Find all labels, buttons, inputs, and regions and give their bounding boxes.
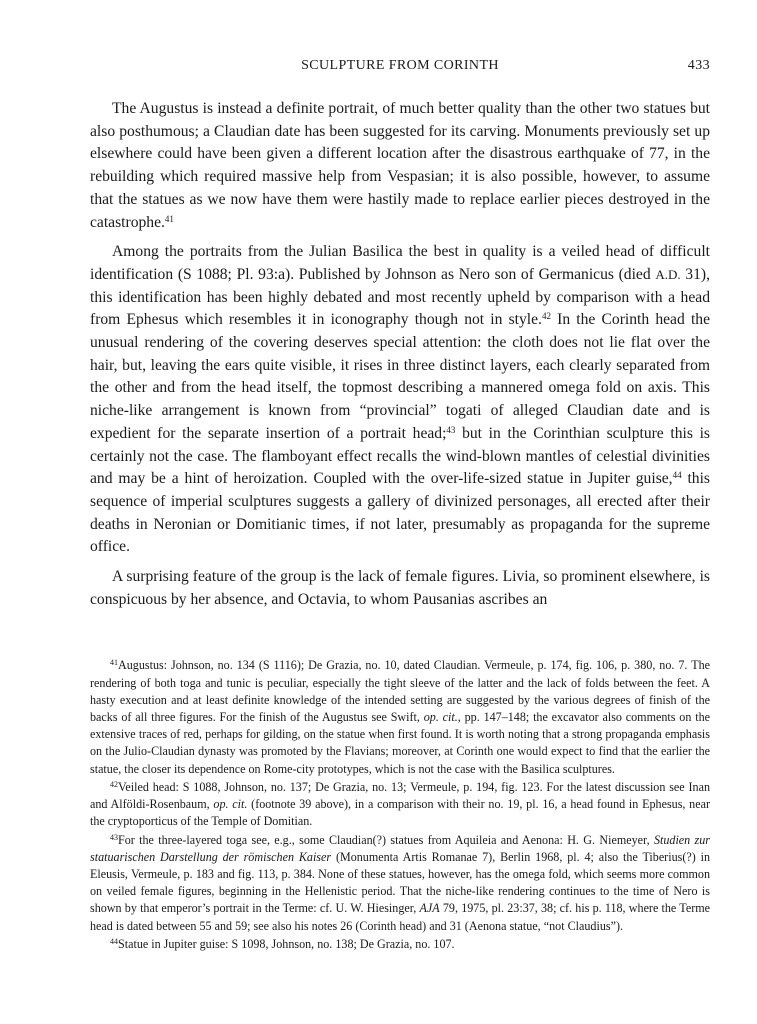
footnote-number: 42 bbox=[110, 779, 118, 789]
text-run: this sequence of imperial sculptures suggests a gallery of divinized personages, all erected after their deaths in Neronian or Domitianic times, if not later, presumably as propaganda for the supreme office. bbox=[90, 470, 711, 556]
text-run: 79, 1975, pl. 23:37, 38; cf. his p. 118, where the Terme head is dated between 55 and 59; see also his notes 26 (Corinth head) and 31 (Aenona statue, “not Claudius”). bbox=[90, 901, 710, 933]
italic-text: op. cit. bbox=[423, 710, 458, 725]
footnote-number: 41 bbox=[110, 658, 118, 668]
text-run: Statue in Jupiter guise: S 1098, Johnson, no. 138; De Grazia, no. 107. bbox=[118, 936, 455, 951]
text-run: A surprising feature of the group is the lack of female figures. Livia, so prominent elsewhere, is conspicuous by her absence, and Octavia, to whom Pausanias ascribes an bbox=[90, 568, 710, 608]
text-run: In the Corinth head the unusual rendering of the covering deserves special attention: the cloth does not lie flat over the hair, but, leaving the ears quite visible, it rises in three distinct layers, each clearly separated from the other and from the head itself, the topmost describing a mannered omega fold on axis. This niche-like arrangement is known from “provincial” togati of alleged Claudian date and is expedient for the separate insertion of a portrait head; bbox=[90, 311, 710, 442]
body-paragraph bbox=[90, 98, 710, 234]
body-paragraph bbox=[90, 566, 710, 611]
footnote bbox=[90, 779, 710, 831]
running-head bbox=[90, 58, 710, 80]
page bbox=[90, 58, 710, 953]
footnote-ref: 44 bbox=[672, 470, 682, 481]
italic-text: op. cit. bbox=[213, 797, 248, 812]
body-text bbox=[90, 98, 710, 611]
small-caps-text: A.D. bbox=[655, 266, 681, 282]
footnote-number: 43 bbox=[110, 832, 118, 842]
page-number: 433 bbox=[687, 58, 710, 73]
text-run: but in the Corinthian sculpture this is certainly not the case. The flamboyant effect recalls the wind-blown mantles of celestial divinities and may be a hint of heroization. Coupled with the over-life-sized statue in Jupiter guise, bbox=[90, 424, 710, 488]
text-run: For the three-layered toga see, e.g., some Claudian(?) statues from Aquileia and Aenona: H. G. Niemeyer, bbox=[118, 832, 654, 847]
footnote bbox=[90, 936, 710, 953]
italic-text: Studien zur statuarischen Darstellung der römischen Kaiser bbox=[90, 832, 711, 864]
text-run: 31), this identification has been highly debated and most recently upheld by comparison with a head from Ephesus which resembles it in iconography though not in style. bbox=[90, 265, 710, 329]
text-run: , pp. 147–148; the excavator also comments on the extensive traces of red, perhaps for gilding, on the statue when first found. It is worth noting that a strong propaganda emphasis on the Julio-Claudian dynasty was promoted by the Flavians; moreover, at Corinth one would expect to find that the earlier the statue, the closer its dependence on Rome-city prototypes, which is not the case with the Basilica sculptures. bbox=[90, 710, 710, 776]
text-run: Among the portraits from the Julian Basilica the best in quality is a veiled head of difficult identification (S 1088; Pl. 93:a). Published by Johnson as Nero son of Germanicus (died bbox=[90, 243, 710, 283]
text-run: (Monumenta Artis Romanae 7), Berlin 1968, pl. 4; also the Tiberius(?) in Eleusis, Vermeule, p. 183 and fig. 113, p. 384. None of these statues, however, has the omega fold, which seems more common on veiled female figures, beginning in the Hellenistic period. That the niche-like rendering continues to the time of Nero is shown by that emperor’s portrait in the Terme: cf. U. W. Hiesinger, bbox=[90, 849, 710, 916]
footnote-ref: 42 bbox=[541, 311, 551, 322]
italic-text: AJA bbox=[419, 901, 440, 916]
footnote-number: 44 bbox=[110, 936, 118, 946]
text-run: The Augustus is instead a definite portrait, of much better quality than the other two statues but also posthumous; a Claudian date has been suggested for its carving. Monuments previously set up elsewhere could have been given a different location after the disastrous earthquake of 77, in the rebuilding which required massive help from Vespasian; it is also possible, however, to assume that the statues as we now have them were hastily made to replace earlier pieces destroyed in the catastrophe. bbox=[90, 100, 710, 231]
text-run: (footnote 39 above), in a comparison with their no. 19, pl. 16, a head found in Ephesus, near the cryptoporticus of the Temple of Domitian. bbox=[90, 797, 710, 829]
running-title: SCULPTURE FROM CORINTH bbox=[301, 58, 499, 73]
footnote bbox=[90, 832, 710, 935]
footnotes bbox=[90, 657, 710, 952]
text-run: Augustus: Johnson, no. 134 (S 1116); De Grazia, no. 10, dated Claudian. Vermeule, p. 174, fig. 106, p. 380, no. 7. The rendering of both toga and tunic is peculiar, especially the tight sleeve of the latter and the lack of folds between the feet. A hasty execution and at least definite knowledge of the intended setting are suggested by the various degrees of finish of the backs of all three figures. For the finish of the Augustus see Swift, bbox=[90, 658, 710, 725]
footnote bbox=[90, 657, 710, 777]
footnote-ref: 41 bbox=[164, 213, 174, 224]
body-paragraph bbox=[90, 241, 710, 559]
text-run: Veiled head: S 1088, Johnson, no. 137; De Grazia, no. 13; Vermeule, p. 194, fig. 123. For the latest discussion see Inan and Alföldi-Rosenbaum, bbox=[90, 779, 710, 812]
footnote-ref: 43 bbox=[446, 424, 456, 435]
